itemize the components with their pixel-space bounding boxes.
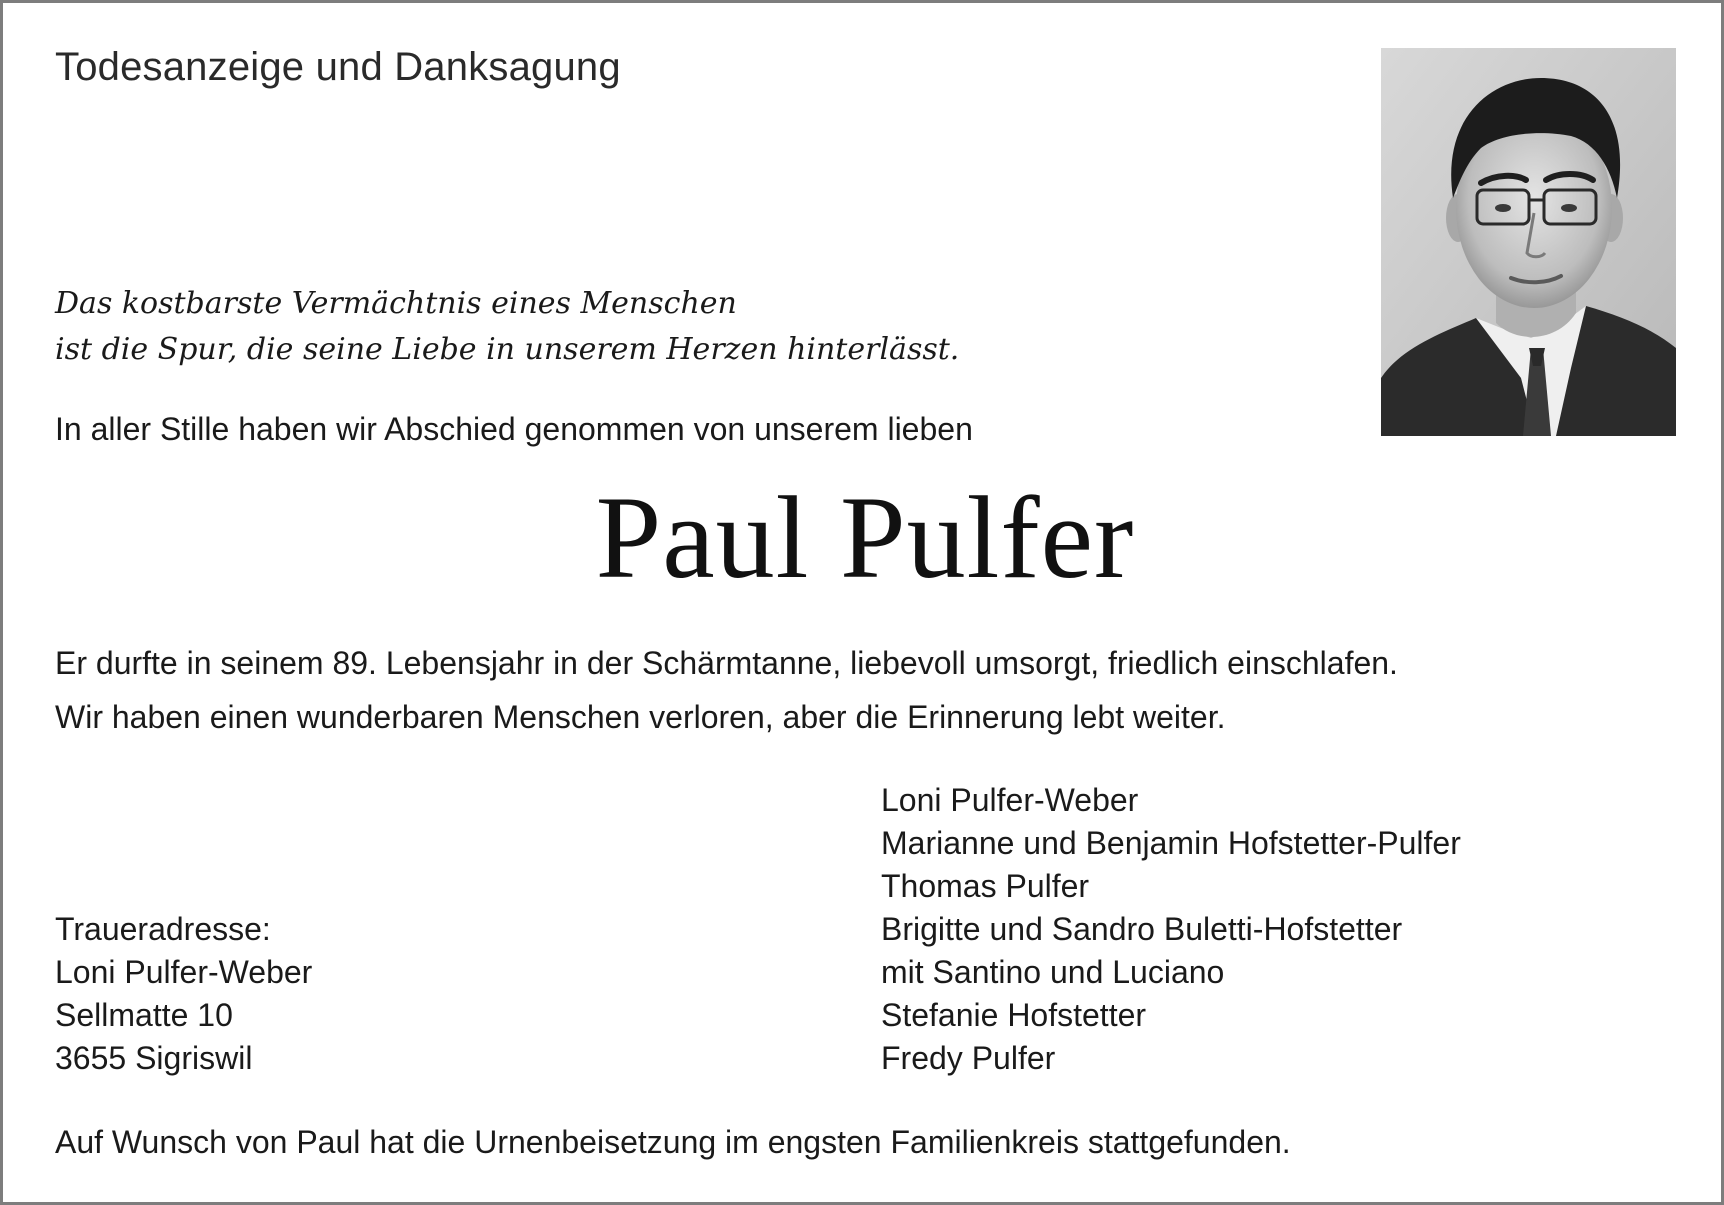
mourner-item: Stefanie Hofstetter <box>881 997 1147 1033</box>
mourner-item: Marianne und Benjamin Hofstetter-Pulfer <box>881 825 1461 861</box>
mourner-item: mit Santino und Luciano <box>881 954 1225 990</box>
statement-line-1: Er durfte in seinem 89. Lebensjahr in der Schärmtanne, liebevoll umsorgt, friedlich einschlafen. <box>55 645 1398 681</box>
memorial-quote <box>55 281 959 373</box>
mourner-item: Fredy Pulfer <box>881 1040 1056 1076</box>
mourner-item: Thomas Pulfer <box>881 868 1090 904</box>
notice-heading: Todesanzeige und Danksagung <box>55 45 621 89</box>
address-city: 3655 Sigriswil <box>55 1040 253 1076</box>
quote-line-2: ist die Spur, die seine Liebe in unserem Herzen hinterlässt. <box>55 332 960 367</box>
quote-line-1: Das kostbarste Vermächtnis eines Menschen <box>55 286 737 321</box>
obituary-statement <box>55 636 1398 744</box>
statement-line-2: Wir haben einen wunderbaren Menschen verloren, aber die Erinnerung lebt weiter. <box>55 699 1226 735</box>
mourner-item: Brigitte und Sandro Buletti-Hofstetter <box>881 911 1403 947</box>
mourning-address <box>55 908 312 1080</box>
portrait-photo <box>1381 48 1676 436</box>
farewell-intro: In aller Stille haben wir Abschied genommen von unserem lieben <box>55 411 973 447</box>
deceased-name: Paul Pulfer <box>595 472 1135 603</box>
address-name: Loni Pulfer-Weber <box>55 954 313 990</box>
closing-note: Auf Wunsch von Paul hat die Urnenbeisetzung im engsten Familienkreis stattgefunden. <box>55 1124 1291 1160</box>
address-street: Sellmatte 10 <box>55 997 233 1033</box>
mourners-list <box>881 779 1461 1080</box>
address-label: Traueradresse: <box>55 911 271 947</box>
mourner-item: Loni Pulfer-Weber <box>881 782 1139 818</box>
